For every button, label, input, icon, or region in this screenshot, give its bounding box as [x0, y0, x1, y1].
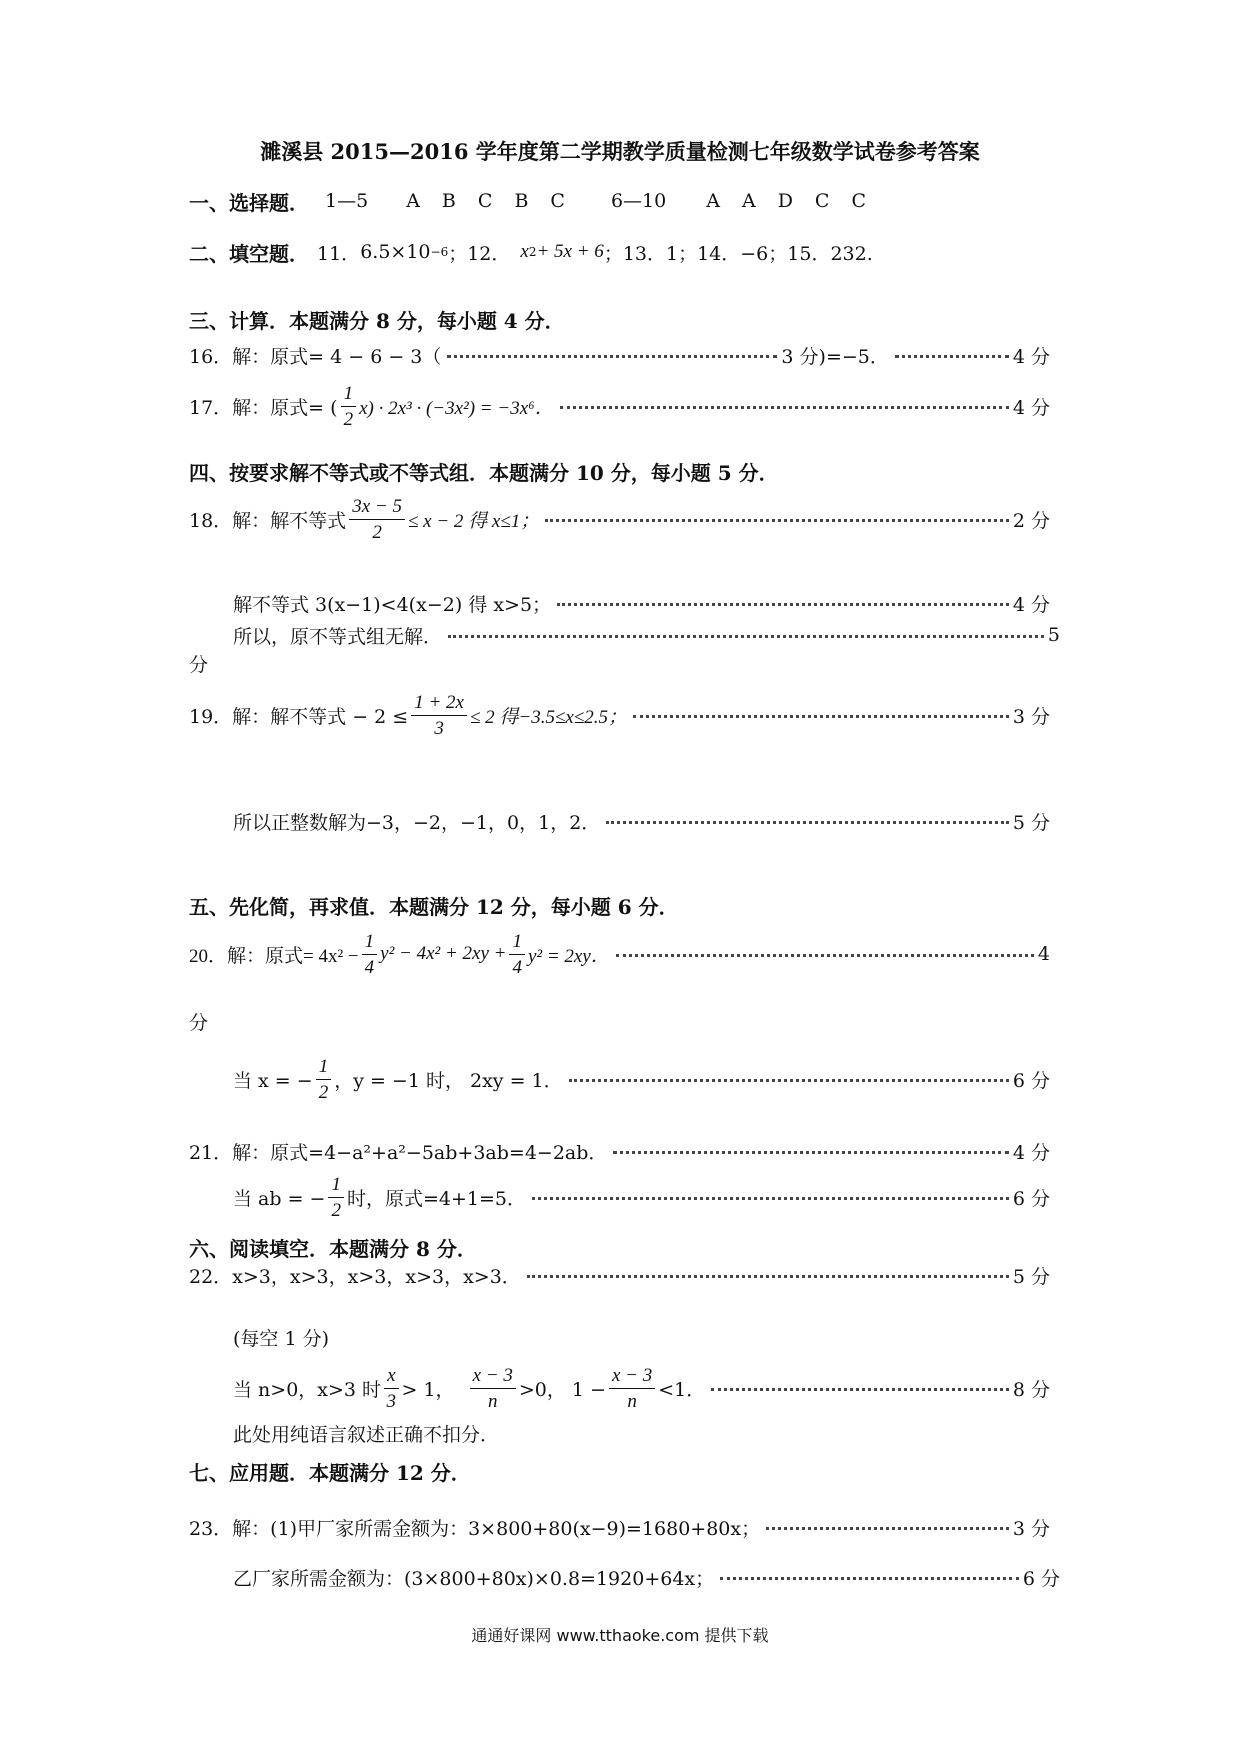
- q17-row: [189, 384, 1050, 428]
- q23-row: [189, 1512, 1050, 1542]
- q22b-fraction-1: $\frac{x}{3}$: [384, 1366, 398, 1411]
- q20b-pre: 当 x = −: [233, 1069, 313, 1092]
- q22b-fraction-2: $\frac{x - 3}{n}$: [470, 1366, 516, 1411]
- section-7-heading-row: [189, 1456, 1050, 1486]
- choice-answer-7: A: [741, 190, 756, 212]
- dot-leader: [545, 519, 1009, 522]
- q20-points: 4: [1037, 943, 1050, 965]
- q19-fraction: $\frac{1 + 2x}{3}$: [411, 693, 467, 738]
- q11-base: 6.5×10: [360, 241, 431, 263]
- q20-fraction-1: $\frac{1}{4}$: [362, 932, 378, 977]
- q21-text: 21．解：原式=4−a²+a²−5ab+3ab=4−2ab．: [189, 1141, 608, 1164]
- q22b-pre: 当 n>0，x>3 时: [233, 1378, 382, 1401]
- q18c-points: 5: [1047, 624, 1060, 646]
- q23-points: 3 分: [1012, 1517, 1050, 1540]
- q22b-m2: >0， 1 −: [518, 1378, 606, 1401]
- q19b-row: [233, 806, 1050, 836]
- section-5-heading-row: [189, 890, 1050, 920]
- section-3-heading: 三、计算．本题满分 8 分，每小题 4 分．: [189, 308, 565, 333]
- q23b-row: [233, 1562, 1060, 1592]
- dot-leader: [895, 355, 1009, 358]
- q19-pre: 19．解：解不等式 − 2 ≤: [189, 705, 409, 728]
- q22b-m1: > 1，: [401, 1378, 455, 1401]
- q18-points: 2 分: [1012, 509, 1050, 532]
- q18b-row: [233, 588, 1050, 618]
- dot-leader: [613, 1151, 1008, 1154]
- q21b-row: [233, 1172, 1050, 1222]
- choice-answer-9: C: [814, 190, 830, 212]
- q21-row: [189, 1136, 1050, 1166]
- q16-row: [189, 340, 1050, 370]
- q21-points: 4 分: [1012, 1141, 1050, 1164]
- dot-leader: [766, 1527, 1009, 1530]
- section-1-heading: 一、选择题．: [189, 190, 309, 215]
- q22-points: 5 分: [1012, 1265, 1050, 1288]
- q21b-pre: 当 ab = −: [233, 1187, 326, 1210]
- q12-label: ；12．: [448, 242, 511, 265]
- q20b-points: 6 分: [1012, 1069, 1050, 1092]
- q18-fraction: $\frac{3x - 5}{2}$: [349, 497, 405, 542]
- q13-15-answers: ；13．1；14．−6；15．232.: [603, 242, 873, 265]
- q20b-fraction: $\frac{1}{2}$: [316, 1057, 332, 1102]
- choice-answer-5: C: [550, 190, 565, 212]
- dot-leader: [606, 821, 1009, 824]
- q11-label: 11．: [317, 242, 361, 265]
- dot-leader: [448, 635, 1044, 638]
- q18-pre: 18．解：解不等式: [189, 509, 347, 532]
- q20-row: [189, 928, 1050, 980]
- dot-leader: [447, 355, 777, 358]
- q17-fraction: $\frac{1}{2}$: [341, 384, 357, 429]
- choice-answer-6: A: [706, 190, 720, 212]
- q12-rest: + 5x + 6: [536, 241, 604, 262]
- q19b-text: 所以正整数解为−3，−2，−1，0，1，2．: [233, 811, 601, 834]
- q22b-row: [233, 1362, 1050, 1414]
- choice-answer-8: D: [777, 190, 793, 212]
- section-1-choice: [189, 186, 1050, 216]
- q22-remark: 此处用纯语言叙述正确不扣分．: [233, 1424, 500, 1446]
- q18c-row: [233, 620, 1060, 650]
- q21b-post: 时，原式=4+1=5．: [346, 1187, 526, 1210]
- q12-term: x: [520, 241, 529, 262]
- dot-leader: [633, 715, 1009, 718]
- dot-leader: [527, 1275, 1009, 1278]
- section-2-fill: [189, 237, 1050, 267]
- q11-exponent: −6: [430, 245, 449, 259]
- q20b-post: ，y = −1 时， 2xy = 1．: [334, 1069, 563, 1092]
- q18-row: [189, 494, 1050, 544]
- q20-fraction-2: $\frac{1}{4}$: [509, 932, 525, 977]
- dot-leader: [569, 1079, 1009, 1082]
- choice-answer-10: C: [851, 190, 867, 212]
- section-4-heading-row: [189, 456, 1050, 486]
- q23b-points: 6 分: [1022, 1567, 1060, 1590]
- dot-leader: [711, 1388, 1009, 1391]
- q22-text: 22．x>3，x>3，x>3，x>3，x>3．: [189, 1265, 521, 1288]
- choice-answer-3: C: [477, 190, 493, 212]
- section-6-heading-row: [189, 1232, 1050, 1262]
- dot-leader: [616, 954, 1034, 957]
- q20-post: y² = 2xy．: [527, 945, 610, 967]
- q19-post: ≤ 2 得−3.5≤x≤2.5；: [470, 706, 628, 728]
- section-3-heading-row: [189, 304, 1050, 334]
- q17-pre: 17．解：原式= (: [189, 396, 338, 419]
- section-7-heading: 七、应用题．本题满分 12 分．: [189, 1460, 471, 1485]
- q17-expr: x) · 2x³ · (−3x²) = −3x⁶．: [359, 397, 554, 419]
- q22b-fraction-3: $\frac{x - 3}{n}$: [609, 1366, 655, 1411]
- section-4-heading: 四、按要求解不等式或不等式组．本题满分 10 分，每小题 5 分．: [189, 460, 779, 485]
- q18-post: ≤ x − 2 得 x≤1；: [407, 510, 540, 532]
- q21b-fraction: $\frac{1}{2}$: [328, 1175, 344, 1220]
- q16-points: 4 分: [1012, 345, 1050, 368]
- page-footer: 通通好课网 www.tthaoke.com 提供下载: [471, 1626, 769, 1645]
- q20-pre: 20．解：原式= 4x² −: [189, 945, 359, 967]
- q17-points: 4 分: [1012, 396, 1050, 419]
- q16-text: 16．解：原式= 4 − 6 − 3（: [189, 345, 442, 368]
- q18b-points: 4 分: [1012, 593, 1050, 616]
- section-6-heading: 六、阅读填空．本题满分 8 分．: [189, 1236, 477, 1261]
- dot-leader: [560, 406, 1009, 409]
- q18c-points-cont: 分: [189, 654, 209, 676]
- q23b-text: 乙厂家所需金额为：(3×800+80x)×0.8=1920+64x；: [233, 1567, 715, 1590]
- choice-answer-2: B: [441, 190, 456, 212]
- choice-range-2: 6—10: [610, 190, 667, 212]
- page-title: 濉溪县 2015—2016 学年度第二学期教学质量检测七年级数学试卷参考答案: [260, 139, 980, 164]
- q19-points: 3 分: [1012, 705, 1050, 728]
- q20-mid: y² − 4x² + 2xy +: [380, 943, 507, 964]
- dot-leader: [532, 1197, 1009, 1200]
- choice-range-1: 1—5: [325, 190, 369, 212]
- dot-leader: [557, 603, 1009, 606]
- q12-exponent: 2: [528, 245, 537, 259]
- q22b-post: <1．: [658, 1378, 706, 1401]
- choice-answer-4: B: [514, 190, 529, 212]
- q22-note: (每空 1 分): [233, 1328, 329, 1350]
- q20-points-cont: 分: [189, 1012, 209, 1034]
- q18b-text: 解不等式 3(x−1)<4(x−2) 得 x>5；: [233, 593, 552, 616]
- q23-text: 23．解：(1)甲厂家所需金额为：3×800+80(x−9)=1680+80x；: [189, 1517, 761, 1540]
- q21b-points: 6 分: [1012, 1187, 1050, 1210]
- choice-answer-1: A: [406, 190, 420, 212]
- q22-row: [189, 1260, 1050, 1290]
- q20b-row: [233, 1054, 1050, 1104]
- section-5-heading: 五、先化简，再求值．本题满分 12 分，每小题 6 分．: [189, 894, 679, 919]
- section-2-heading: 二、填空题．: [189, 241, 309, 266]
- q16-mid: 3 分)=−5．: [781, 345, 889, 368]
- q22b-points: 8 分: [1012, 1378, 1050, 1401]
- q19b-points: 5 分: [1012, 811, 1050, 834]
- q18c-text: 所以，原不等式组无解．: [233, 625, 443, 648]
- dot-leader: [720, 1577, 1019, 1580]
- q19-row: [189, 690, 1050, 740]
